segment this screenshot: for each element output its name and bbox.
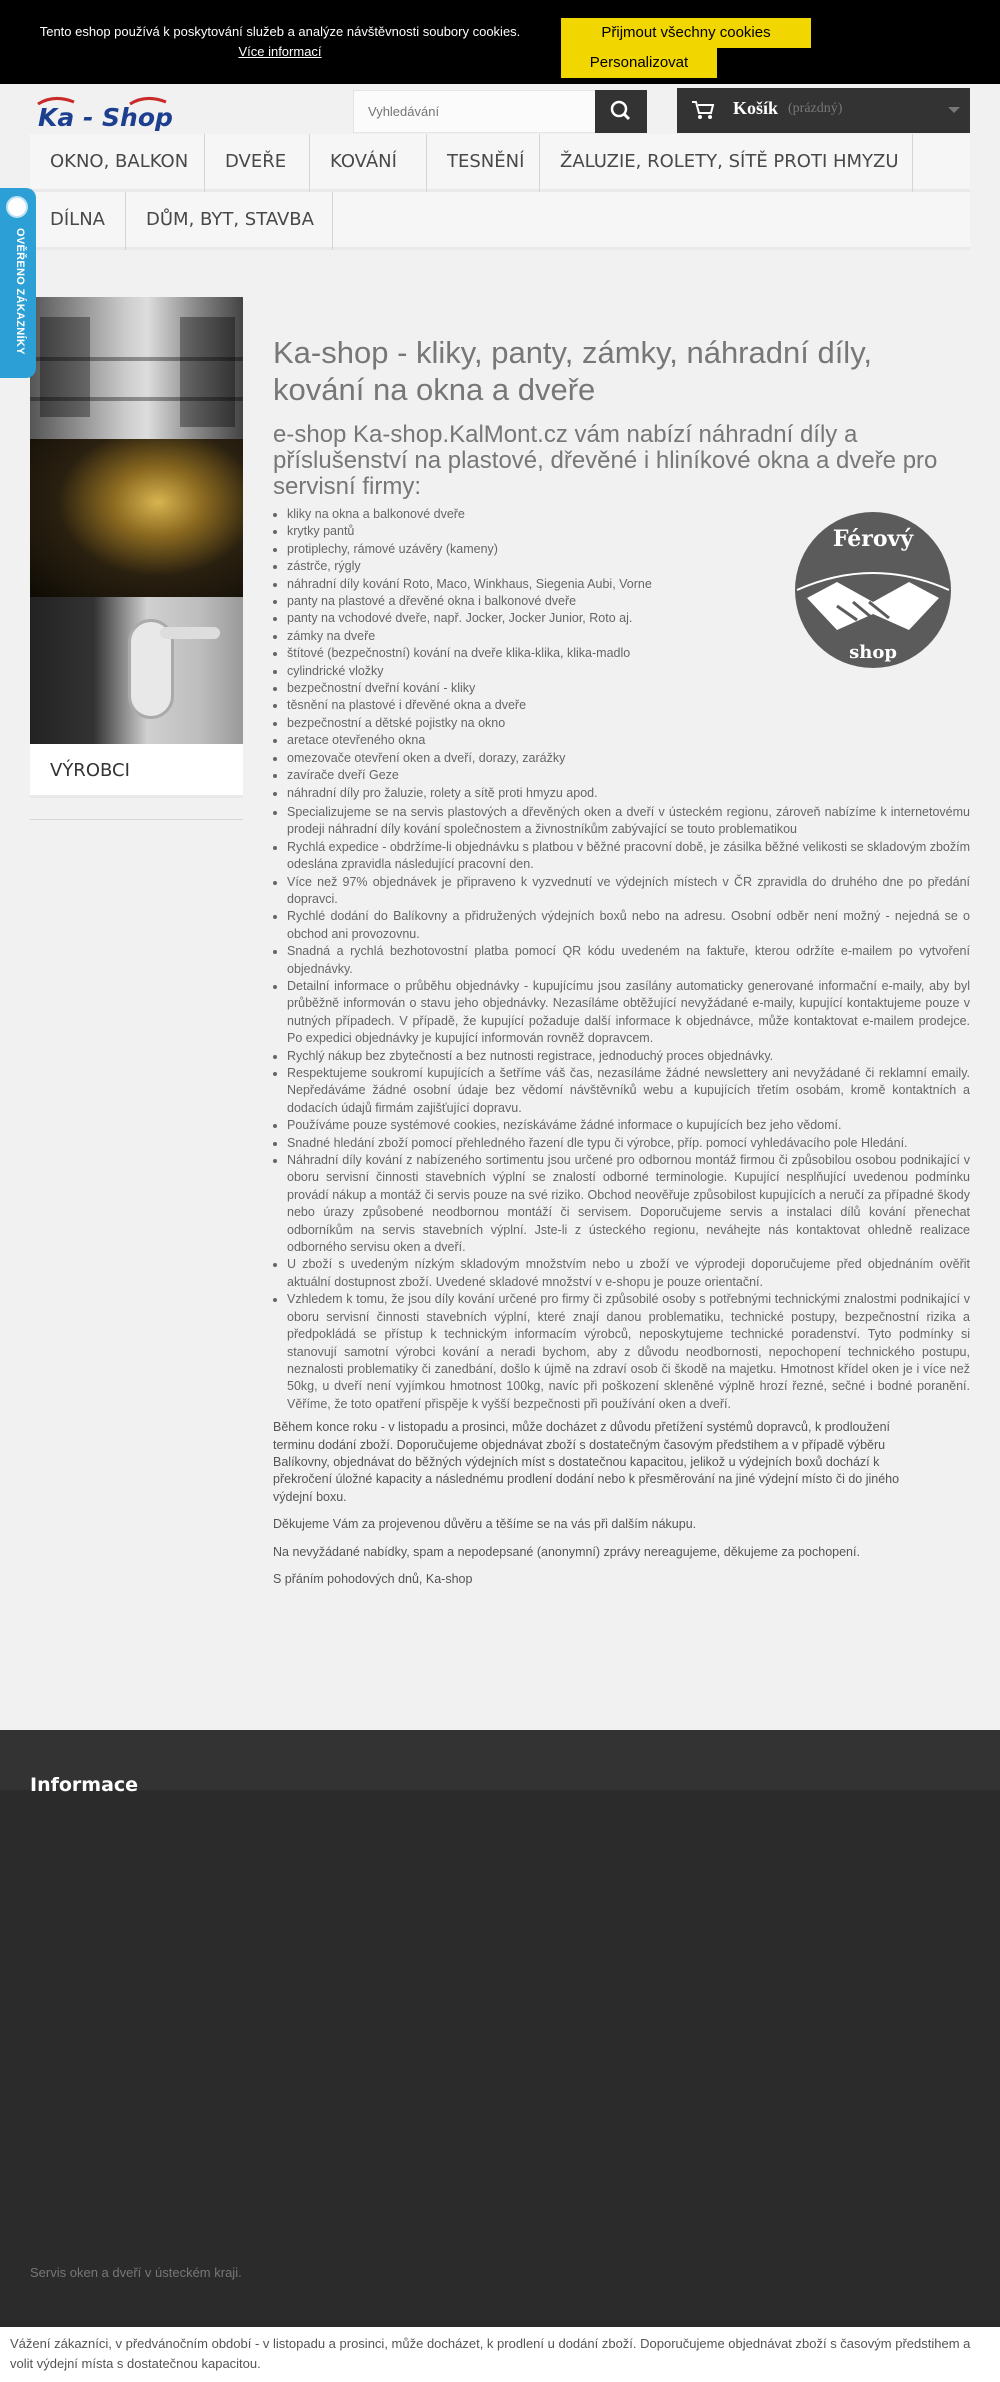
search-icon: [595, 90, 647, 133]
banner-handle-image[interactable]: [30, 439, 243, 597]
list-item: • bezpečnostní dveřní kování - kliky: [287, 680, 970, 697]
search-button[interactable]: [595, 90, 647, 133]
list-item: • štítové (bezpečnostní) kování na dveře klika-klika, klika-madlo: [287, 645, 970, 662]
list-item: • těsnění na plastové i dřevěné okna a dveře: [287, 697, 970, 714]
cookie-text: Tento eshop používá k poskytování služeb a analýze návštěvnosti soubory cookies.: [39, 24, 521, 39]
footer-note: Servis oken a dveří v ústeckém kraji.: [30, 2265, 242, 2280]
info-list: [273, 804, 970, 1413]
list-item: • zavírače dveří Geze: [287, 767, 970, 784]
list-item: • kliky na okna a balkonové dveře: [287, 506, 970, 523]
banner-door-lock-image[interactable]: [30, 597, 243, 744]
info-item: • Snadné hledání zboží pomocí přehledného řazení dle typu či výrobce, příp. pomocí vyhledávacího pole Hledání.: [287, 1135, 970, 1152]
season-notice: Během konce roku - v listopadu a prosinci, může docházet z důvodu přetížení systémů dopravců, k prodloužení terminu dodání zboží. Doporučujeme objednávat zboží s dostatečným časovým předstihem a v případě výběru Balíkovny, objednávat do běžných výdejních míst s dostatečnou kapacitou, jelikož u výdejních boxů dochází k překročení úložné kapacity a následnému prodlení dodání nebo k přesměrování na jiné výdejní místo či do jiného výdejní boxu.: [273, 1420, 900, 1504]
main-menu: [30, 134, 970, 250]
info-item: • Používáme pouze systémové cookies, nezískáváme žádné informace o kupujících bez jeho vědomí.: [287, 1117, 970, 1134]
holiday-notice-bar: Vážení zákazníci, v předvánočním období - v listopadu a prosinci, může docházet, k prodlení u dodání zboží. Doporučujeme objednávat zboží s časovým předstihem a volit výdejní místa s dostatečnou kapacitou.: [0, 2327, 1000, 2382]
info-item: • Více než 97% objednávek je připraveno k vyzvednutí ve výdejních místech v ČR zpravidla do druhého dne po předání dopravci.: [287, 874, 970, 909]
list-item: • náhradní díly pro žaluzie, rolety a sítě proti hmyzu apod.: [287, 785, 970, 802]
search-input[interactable]: [354, 91, 598, 132]
info-item: • U zboží s uvedeným nízkým skladovým množstvím nebo u zboží ve výprodeji doporučujeme před objednáním ověřit aktuální dostupnost zboží. Uvedené skladové množství v e-shopu je pouze orientační.: [287, 1256, 970, 1291]
fair-shop-badge: [777, 510, 970, 670]
banner-archive-image[interactable]: [30, 297, 243, 439]
logo-text: Ka - Shop: [38, 103, 173, 132]
list-item: • cylindrické vložky: [287, 663, 970, 680]
cart-label: Košík: [733, 98, 779, 118]
menu-item-kovani[interactable]: KOVÁNÍ: [310, 134, 427, 192]
info-item: • Náhradní díly kování z nabízeného sortimentu jsou určené pro odbornou montáž firmou či způsobilou osobou podnikající v oboru servisní činnosti stavebních výplní se znalostí odborné terminologie. Kupující nesplňující uvedenou podmínku provádí nákup a montáž či servis pouze na své riziko. Obchod neověřuje způsobilost kupujících a neručí za případné škody nebo úrazy způsobené neodbornou montáží či servisem. Doporučujeme servis a instalaci dílů kování přenechat odborníkům na servis stavebních výplní. Jste-li z ústeckého regionu, neváhejte nás kontaktovat ohledně realizace odborného servisu oken a dveří.: [287, 1152, 970, 1256]
list-item: • náhradní díly kování Roto, Maco, Winkhaus, Siegenia Aubi, Vorne: [287, 576, 970, 593]
list-item: • protiplechy, rámové uzávěry (kameny): [287, 541, 970, 558]
footer: [0, 1730, 1000, 2327]
badge-text: OVĚŘENO ZÁKAZNÍKY: [14, 228, 26, 355]
info-item: • Rychlé dodání do Balíkovny a přidružených výdejních boxů nebo na adresu. Osobní odběr není možný - nejedná se o obchod ani provozovnu.: [287, 908, 970, 943]
sidebar-manufacturers[interactable]: VÝROBCI: [30, 744, 243, 798]
footer-body: [0, 1790, 1000, 2327]
main-content: [273, 334, 970, 1588]
cart[interactable]: [677, 88, 970, 133]
logo[interactable]: [34, 96, 176, 132]
info-item: • Rychlá expedice - obdržíme-li objednávku s platbou v běžné pracovní době, je zásilka běžné velikosti se skladovým zbožím odeslána zpravidla následující pracovní den.: [287, 839, 970, 874]
list-item: • aretace otevřeného okna: [287, 732, 970, 749]
chevron-down-icon[interactable]: [948, 107, 960, 113]
cookie-message: [30, 22, 530, 62]
personalize-cookies-button[interactable]: Personalizovat: [561, 48, 717, 78]
footer-title: Informace: [30, 1774, 139, 1796]
menu-item-dvere[interactable]: DVEŘE: [205, 134, 310, 192]
sidebar-divider: [30, 819, 243, 820]
thank-you-text: Děkujeme Vám za projevenou důvěru a těšíme se na vás při dalším nákupu.: [273, 1517, 697, 1532]
cookie-bar: [0, 0, 1000, 84]
search-box: [353, 90, 647, 133]
info-item: • Rychlý nákup bez zbytečností a bez nutnosti registrace, jednoduchý proces objednávky.: [287, 1048, 970, 1065]
menu-item-dum-byt-stavba[interactable]: DŮM, BYT, STAVBA: [126, 192, 333, 250]
menu-item-tesneni[interactable]: TESNĚNÍ: [427, 134, 540, 192]
fair-shop-line2: shop: [849, 642, 897, 663]
fair-shop-line1: Férový: [832, 526, 914, 552]
page-title: Ka-shop - kliky, panty, zámky, náhradní díly, kování na okna a dveře: [273, 335, 873, 407]
menu-item-zaluzie[interactable]: ŽALUZIE, ROLETY, SÍTĚ PROTI HMYZU: [540, 134, 913, 192]
list-item: • panty na vchodové dveře, např. Jocker, Jocker Junior, Roto aj.: [287, 610, 970, 627]
menu-row: [30, 192, 970, 250]
cart-icon: [691, 100, 715, 120]
menu-row: [30, 134, 970, 192]
menu-item-okno-balkon[interactable]: OKNO, BALKON: [30, 134, 205, 192]
accept-cookies-button[interactable]: Přijmout všechny cookies: [561, 18, 811, 48]
cart-status: (prázdný): [788, 101, 843, 116]
list-item: • krytky pantů: [287, 523, 970, 540]
page-subtitle: e-shop Ka-shop.KalMont.cz vám nabízí náhradní díly a příslušenství na plastové, dřevěné i hliníkové okna a dveře pro servisní firmy:: [273, 421, 938, 500]
list-item: • zástrče, rýgly: [287, 558, 970, 575]
cookie-more-info-link[interactable]: Více informací: [238, 44, 322, 59]
list-item: • omezovače otevření oken a dveří, dorazy, zarážky: [287, 750, 970, 767]
list-item: • panty na plastové a dřevěné okna i balkonové dveře: [287, 593, 970, 610]
info-item: • Detailní informace o průběhu objednávky - kupujícímu jsou zasílány automaticky generované informační e-maily, aby byl průběžně informován o stavu jeho objednávky. Nezasíláme obtěžující nevyžádané e-maily, kupující kontaktujeme pouze v nutných případech. V případě, že kupující požaduje další informace k objednávce, může kontaktovat e-mailem prodejce. Po expedici objednávky je kupující informován rovněž dopravcem.: [287, 978, 970, 1048]
info-item: • Snadná a rychlá bezhotovostní platba pomocí QR kódu uvedeném na faktuře, kterou održíte e-mailem po vytvoření objednávky.: [287, 943, 970, 978]
list-item: • bezpečnostní a dětské pojistky na okno: [287, 715, 970, 732]
list-item: • zámky na dveře: [287, 628, 970, 645]
menu-item-dilna[interactable]: DÍLNA: [30, 192, 126, 250]
info-item: • Specializujeme se na servis plastových a dřevěných oken a dveří v ústeckém regionu, zároveň nabízíme k internetovému prodeji náhradní díly kování společnostem a živnostníkům zabývající se touto problematikou: [287, 804, 970, 839]
verified-icon: [6, 196, 28, 218]
info-item: • Respektujeme soukromí kupujících a šetříme váš čas, nezasíláme žádné newslettery ani nevyžádané či reklamní emaily. Nepředáváme žádné osobní údaje bez vědomí návštěvníků webu a kupujících třetím osobám, kromě kontaktních a dodacích údajů firmám zajišťující dopravu.: [287, 1065, 970, 1117]
spam-notice: Na nevyžádané nabídky, spam a nepodepsané (anonymní) zprávy nereagujeme, děkujeme za pochopení.: [273, 1544, 860, 1559]
signature-text: S přáním pohodových dnů, Ka-shop: [273, 1571, 473, 1586]
verified-customers-badge[interactable]: [0, 188, 36, 378]
info-item: • Vzhledem k tomu, že jsou díly kování určené pro firmy či způsobilé osoby s potřebnými technickými znalostmi podnikající v oboru servisní činnosti stavebních výplní, které znají danou problematiku, technické postupy, bezpečnostní rizika a předpokládá se přístup k technickým informacím výrobců, neposkytujeme technické poradenství. Tyto podmínky si stanovují samotní výrobci kování a neradi bychom, aby z důvodu neodbornosti, nepochopení technického postupu, neznalosti problematiky či zanedbání, došlo k újmě na zdraví osob či škodě na majetku. Hmotnost křídel oken je i více než 50kg, u dveří není vyjímkou hmotnost 100kg, navíc při poškození skleněné výplně hrozí řezné, sečné i bodné poranění. Věříme, že toto opatření přispěje k vyšší bezpečnosti při používání oken a dveří.: [287, 1291, 970, 1413]
